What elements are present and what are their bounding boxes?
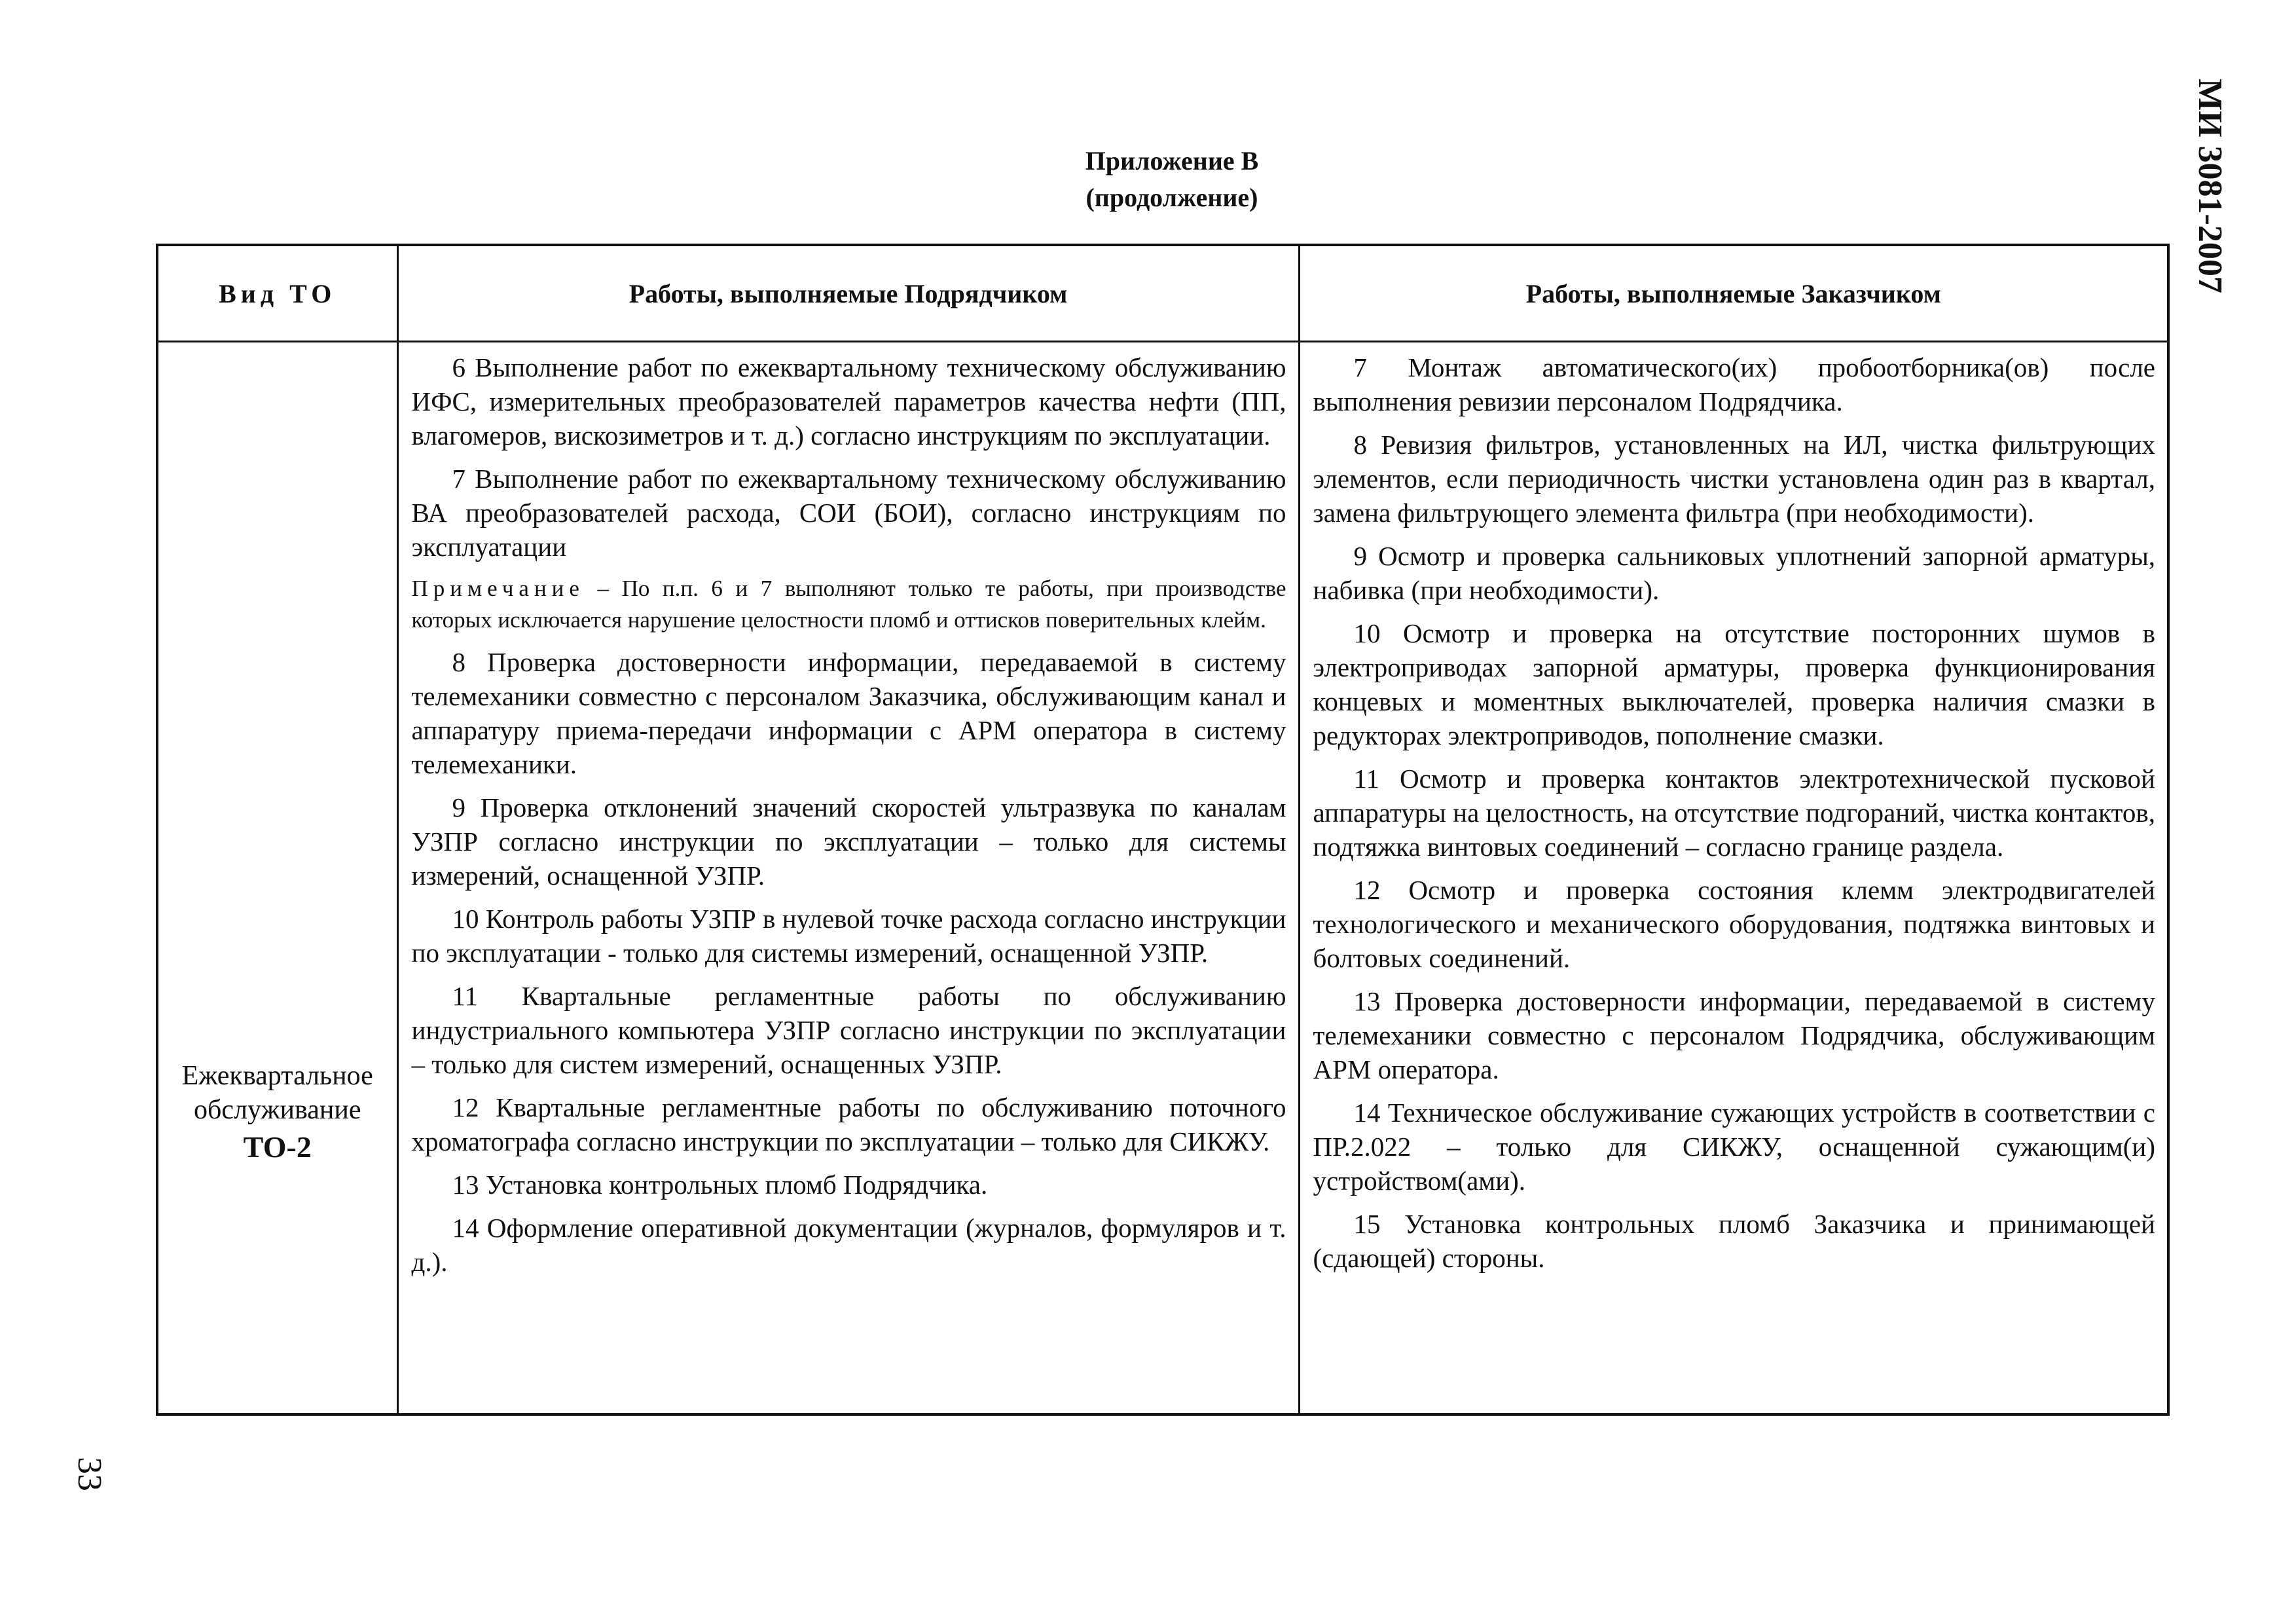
customer-item: 8 Ревизия фильтров, установленных на ИЛ, чистка фильтрующих элементов, если периодичность чистки установлена один раз в квартал, замена фильтрующего элемента фильтра (при необходимости). xyxy=(1313,430,2155,528)
note-label: Примечание xyxy=(411,576,585,601)
appendix-continuation: (продолжение) xyxy=(1085,183,1258,212)
maintenance-table xyxy=(156,244,2170,1416)
maintenance-type-line2: обслуживание xyxy=(194,1095,361,1125)
document-code-text: МИ 3081-2007 xyxy=(2191,79,2229,293)
contractor-item: 12 Квартальные регламентные работы по обслуживанию поточного хроматографа согласно инструкции по эксплуатации – только для СИКЖУ. xyxy=(411,1092,1286,1156)
table-header-row xyxy=(157,245,2168,342)
document-code xyxy=(2183,79,2236,293)
customer-works-cell xyxy=(1299,342,2168,1415)
appendix-title: Приложение В xyxy=(1085,146,1259,175)
contractor-note xyxy=(412,573,1286,636)
contractor-item: 8 Проверка достоверности информации, передаваемой в систему телемеханики совместно с персоналом Заказчика, обслуживающим канал и аппаратуру приема-передачи информации с АРМ оператора в систему телемеханики. xyxy=(411,647,1286,779)
customer-item: 14 Техническое обслуживание сужающих устройств в соответствии с ПР.2.022 – только для СИКЖУ, оснащенной сужающим(и) устройством(ами). xyxy=(1313,1098,2155,1196)
contractor-item: 10 Контроль работы УЗПР в нулевой точке расхода согласно инструкции по эксплуатации - только для системы измерений, оснащенной УЗПР. xyxy=(411,904,1286,968)
appendix-heading xyxy=(1034,143,1309,216)
contractor-item: 6 Выполнение работ по ежеквартальному техническому обслуживанию ИФС, измерительных преобразователей параметров качества нефти (ПП, влагомеров, вискозиметров и т. д.) согласно инструкциям по эксплуатации. xyxy=(411,352,1286,451)
customer-item: 7 Монтаж автоматического(их) пробоотборника(ов) после выполнения ревизии персоналом Подрядчика. xyxy=(1313,352,2155,416)
customer-item: 11 Осмотр и проверка контактов электротехнической пусковой аппаратуры на целостность, на отсутствие подгораний, чистка контактов, подтяжка винтовых соединений – согласно границе раздела. xyxy=(1313,764,2155,862)
contractor-item: 7 Выполнение работ по ежеквартальному техническому обслуживанию ВА преобразователей расхода, СОИ (БОИ), согласно инструкциям по эксплуатации xyxy=(411,464,1286,562)
customer-item: 15 Установка контрольных пломб Заказчика и принимающей (сдающей) стороны. xyxy=(1313,1209,2155,1273)
note-text: – По п.п. 6 и 7 выполняют только те работы, при производстве которых исключается нарушение целостности пломб и оттисков поверительных клейм. xyxy=(411,576,1286,633)
contractor-item: 9 Проверка отклонений значений скоростей ультразвука по каналам УЗПР согласно инструкции по эксплуатации – только для системы измерений, оснащенной УЗПР. xyxy=(411,792,1286,891)
page-number-text: 33 xyxy=(71,1457,108,1491)
maintenance-type-line1: Ежеквартальное xyxy=(181,1061,373,1091)
contractor-item: 13 Установка контрольных пломб Подрядчика. xyxy=(452,1170,988,1200)
contractor-item: 11 Квартальные регламентные работы по обслуживанию индустриального компьютера УЗПР согласно инструкции по эксплуатации – только для систем измерений, оснащенных УЗПР. xyxy=(411,981,1286,1079)
maintenance-type-code: ТО-2 xyxy=(243,1130,312,1164)
header-maintenance-type xyxy=(157,245,397,342)
customer-item: 13 Проверка достоверности информации, передаваемой в систему телемеханики совместно с персоналом Подрядчика, обслуживающим АРМ оператора. xyxy=(1313,986,2155,1084)
customer-item: 12 Осмотр и проверка состояния клемм электродвигателей технологического и механического оборудования, подтяжка винтовых и болтовых соединений. xyxy=(1313,875,2155,973)
page-number xyxy=(71,1457,123,1522)
contractor-item: 14 Оформление оперативной документации (журналов, формуляров и т. д.). xyxy=(411,1213,1286,1277)
header-customer-works: Работы, выполняемые Заказчиком xyxy=(1299,245,2168,342)
customer-item: 10 Осмотр и проверка на отсутствие посторонних шумов в электроприводах запорной арматуры, проверка функционирования концевых и моментных выключателей, проверка наличия смазки в редукторах электроприводов, пополнение смазки. xyxy=(1313,618,2155,750)
table-row xyxy=(157,342,2168,1415)
contractor-works-cell xyxy=(397,342,1299,1415)
customer-item: 9 Осмотр и проверка сальниковых уплотнений запорной арматуры, набивка (при необходимости). xyxy=(1313,541,2155,605)
header-maintenance-type-label: Вид ТО xyxy=(219,278,337,308)
maintenance-type-cell xyxy=(157,342,397,1415)
header-contractor-works: Работы, выполняемые Подрядчиком xyxy=(397,245,1299,342)
